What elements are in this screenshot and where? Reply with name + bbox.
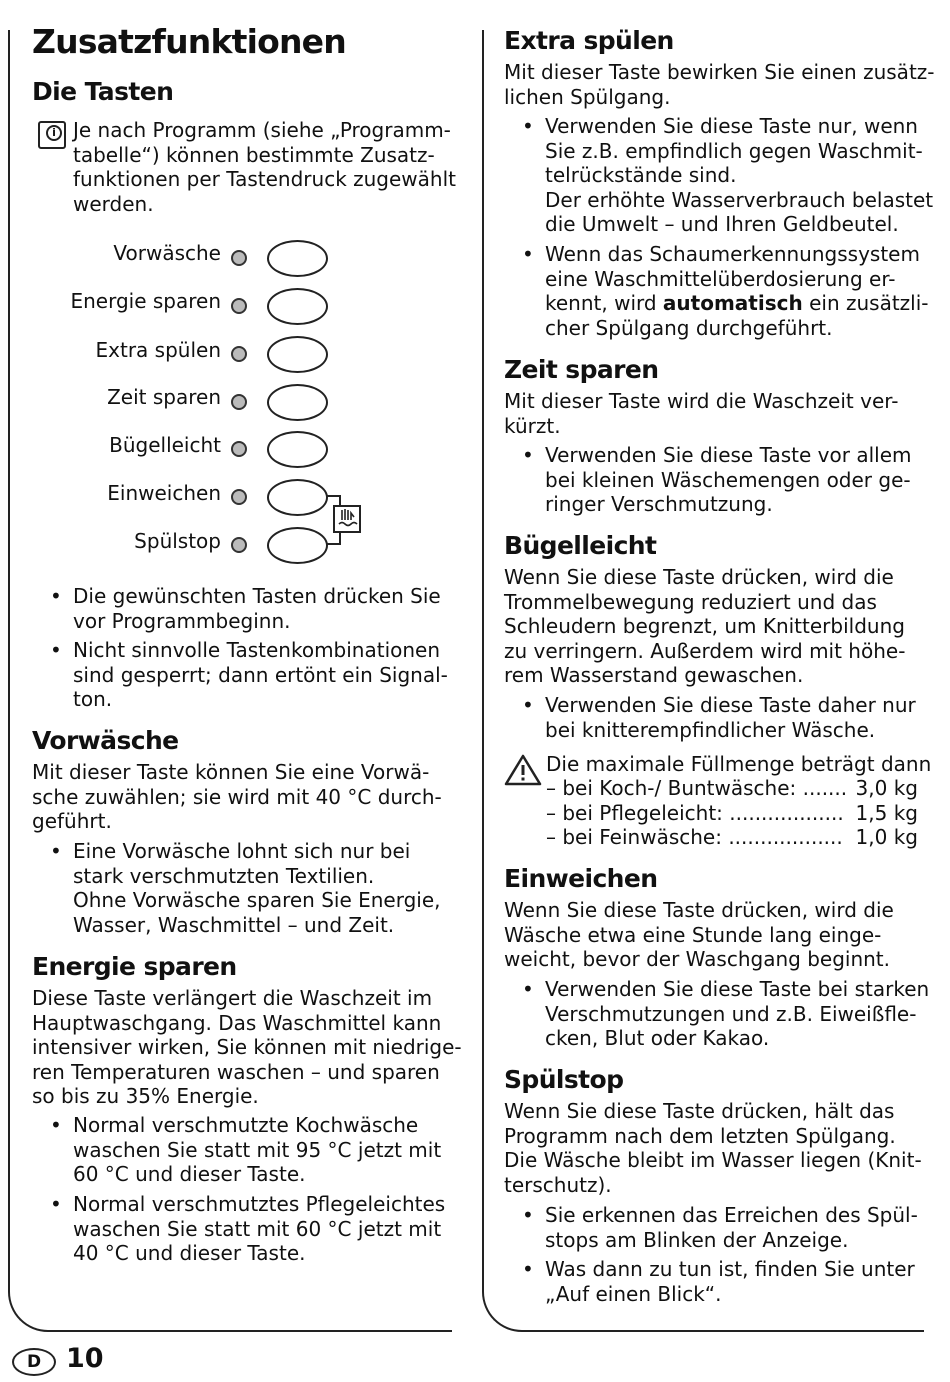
led-zeit [231, 394, 247, 410]
zeit-paragraph: Mit dieser Taste wird die Waschzeit ver- kürzt. [504, 389, 899, 438]
heading-spuelstop: Spülstop [504, 1065, 624, 1094]
key-button-energie[interactable] [267, 288, 328, 325]
extra-paragraph: Mit dieser Taste bewirken Sie einen zusätz- lichen Spülgang. [504, 60, 935, 109]
page-title: Zusatzfunktionen [32, 22, 346, 61]
led-vorwaesche [231, 250, 247, 266]
key-button-extra[interactable] [267, 336, 328, 373]
buegel-paragraph: Wenn Sie diese Taste drücken, wird die Trommelbewegung reduziert und das Schleudern begrenzt, um Knitterbildung zu verringern. Außerdem wird mit höhe- rem Wasserstand gewaschen. [504, 565, 906, 687]
heading-zeit-sparen: Zeit sparen [504, 355, 659, 384]
heading-vorwaesche: Vorwäsche [32, 726, 179, 755]
einweichen-paragraph: Wenn Sie diese Taste drücken, wird die Wäsche etwa eine Stunde lang einge- weicht, bevor der Waschgang beginnt. [504, 898, 894, 971]
key-button-vorwaesche[interactable] [267, 240, 328, 277]
vorwaesche-paragraph: Mit dieser Taste können Sie eine Vorwä- sche zuwählen; sie wird mit 40 °C durch- geführt. [32, 760, 442, 833]
key-button-zeit[interactable] [267, 384, 328, 421]
hand-in-water-icon [322, 488, 364, 548]
warning-heading: Die maximale Füllmenge beträgt dann [546, 752, 932, 776]
load-row-koch: – bei Koch-/ Buntwäsche: ....... 3,0 kg [546, 776, 918, 800]
heading-einweichen: Einweichen [504, 864, 658, 893]
heading-die-tasten: Die Tasten [32, 77, 174, 106]
key-button-buegel[interactable] [267, 431, 328, 468]
spuelstop-paragraph: Wenn Sie diese Taste drücken, hält das Programm nach dem letzten Spülgang. Die Wäsche bleibt im Wasser liegen (Knit- terschutz). [504, 1099, 922, 1197]
energie-paragraph: Diese Taste verlängert die Waschzeit im Hauptwaschgang. Das Waschmittel kann intensiver wirken, Sie können mit niedrige- ren Temperaturen waschen – und sparen so bis zu 35% Energie. [32, 986, 462, 1108]
led-spuelstop [231, 537, 247, 553]
page-number: 10 [66, 1343, 104, 1374]
country-badge: D [12, 1348, 56, 1376]
led-buegel [231, 441, 247, 457]
led-extra [231, 346, 247, 362]
key-button-spuelstop[interactable] [267, 527, 328, 564]
led-energie [231, 298, 247, 314]
heading-buegelleicht: Bügelleicht [504, 531, 657, 560]
led-einweichen [231, 489, 247, 505]
info-icon: i [38, 121, 66, 149]
info-paragraph: Je nach Programm (siehe „Programm- tabelle“) können bestimmte Zusatz- funktionen per Tastendruck zugewählt werden. [73, 118, 456, 216]
warning-icon [504, 753, 542, 787]
heading-energie: Energie sparen [32, 952, 237, 981]
key-button-einweichen[interactable] [267, 479, 328, 516]
heading-extra-spuelen: Extra spülen [504, 26, 674, 55]
load-row-fein: – bei Feinwäsche: .................. 1,0 kg [546, 825, 918, 849]
load-row-pflege: – bei Pflegeleicht: .................. 1,5 kg [546, 801, 918, 825]
